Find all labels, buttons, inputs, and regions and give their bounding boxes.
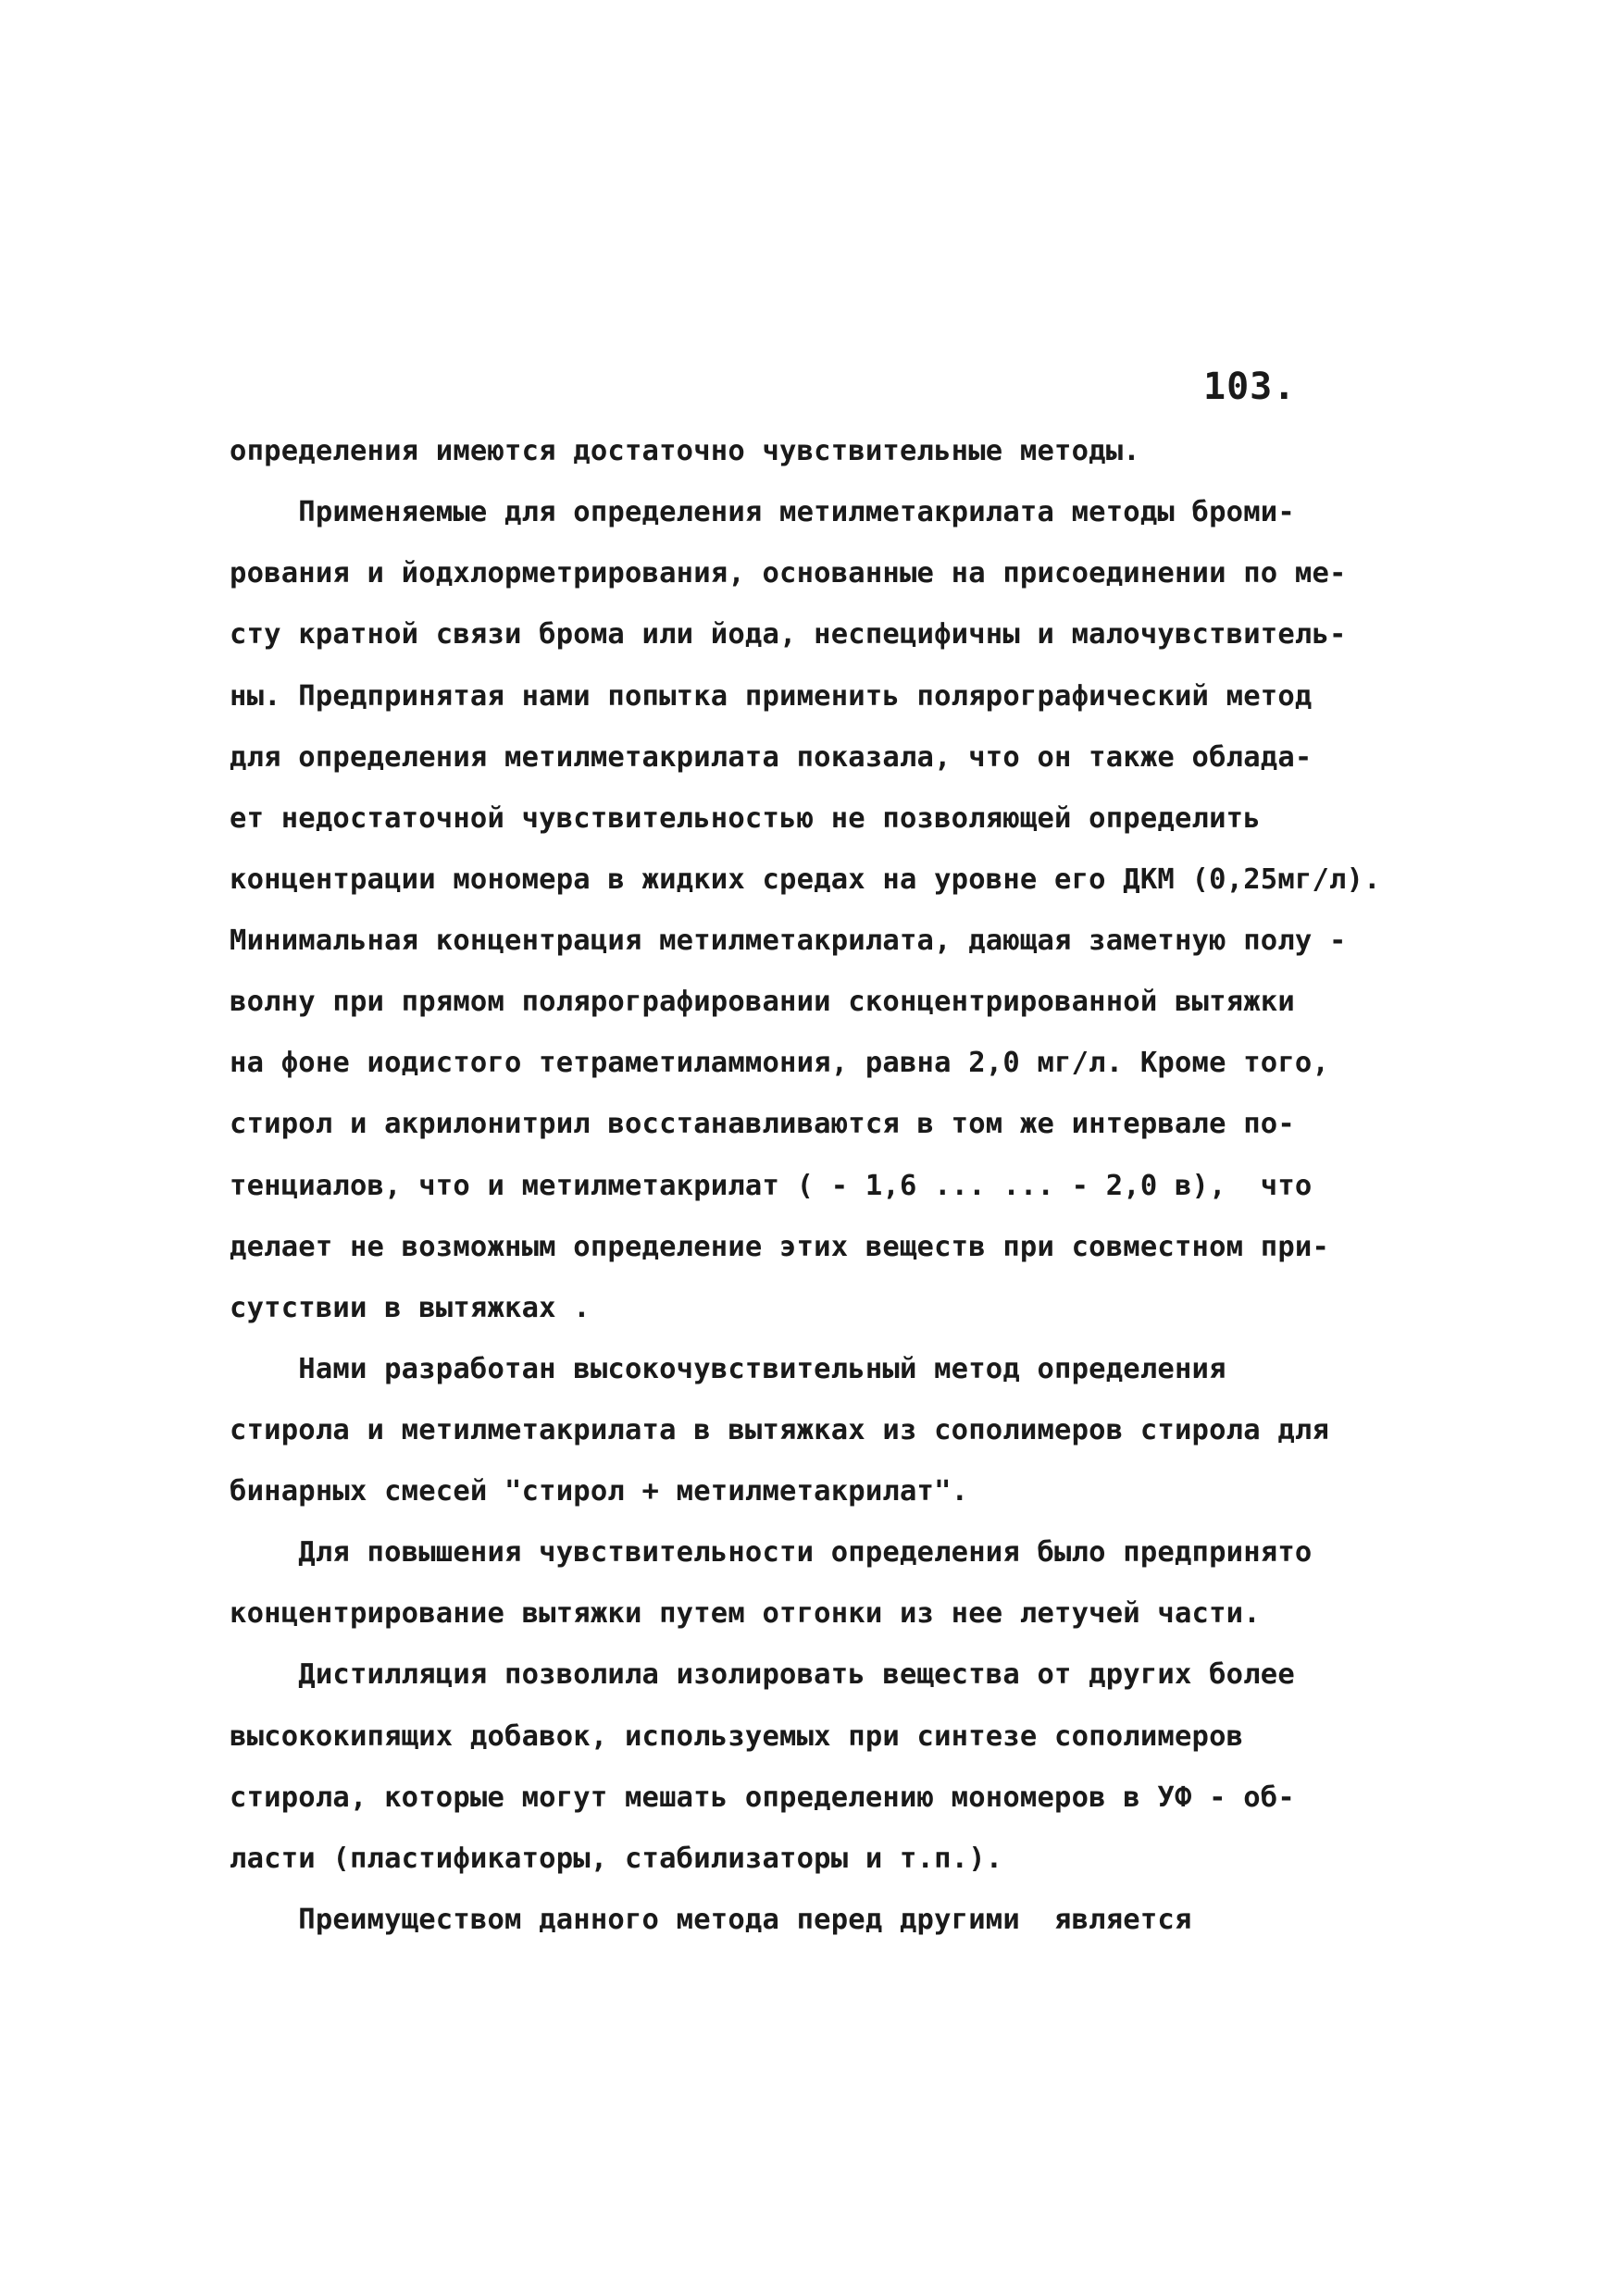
text-line: для определения метилметакрилата показала, что он также облада- bbox=[230, 741, 1313, 774]
text-line: на фоне иодистого тетраметиламмония, равна 2,0 мг/л. Кроме того, bbox=[230, 1047, 1330, 1079]
text-line: ет недостаточной чувствительностью не позволяющей определить bbox=[230, 802, 1261, 835]
text-line: стирола и метилметакрилата в вытяжках из сополимеров стирола для bbox=[230, 1414, 1330, 1446]
text-line: Применяемые для определения метилметакрилата методы броми- bbox=[230, 496, 1295, 528]
text-line: ны. Предпринятая нами попытка применить полярографический метод bbox=[230, 680, 1313, 713]
text-line: концентрации мономера в жидких средах на уровне его ДКМ (0,25мг/л). bbox=[230, 863, 1381, 896]
text-line: сту кратной связи брома или йода, неспецифичны и малочувствитель- bbox=[230, 618, 1347, 651]
text-line: Для повышения чувствительности определения было предпринято bbox=[230, 1536, 1313, 1569]
text-line: определения имеются достаточно чувствительные методы. bbox=[230, 435, 1140, 467]
text-line: Преимуществом данного метода перед другими является bbox=[230, 1904, 1192, 1936]
text-line: волну при прямом полярографировании сконцентрированной вытяжки bbox=[230, 986, 1295, 1018]
text-line: Дистилляция позволила изолировать вещества от других более bbox=[230, 1658, 1295, 1691]
page-number: 103. bbox=[1203, 366, 1297, 408]
text-line: ласти (пластификаторы, стабилизаторы и т.п.). bbox=[230, 1843, 1003, 1875]
text-line: стирола, которые могут мешать определению мономеров в УФ - об- bbox=[230, 1781, 1295, 1814]
text-line: высококипящих добавок, используемых при синтезе сополимеров bbox=[230, 1720, 1244, 1753]
text-line: делает не возможным определение этих веществ при совместном при- bbox=[230, 1231, 1330, 1263]
text-line: бинарных смесей "стирол + метилметакрилат". bbox=[230, 1475, 969, 1508]
text-line: стирол и акрилонитрил восстанавливаются в том же интервале по- bbox=[230, 1108, 1295, 1140]
text-line: тенциалов, что и метилметакрилат ( - 1,6 ... ... - 2,0 в), что bbox=[230, 1170, 1313, 1202]
text-line: сутствии в вытяжках . bbox=[230, 1292, 591, 1324]
text-line: концентрирование вытяжки путем отгонки из нее летучей части. bbox=[230, 1597, 1261, 1630]
text-line: рования и йодхлорметрирования, основанные на присоединении по ме- bbox=[230, 557, 1347, 590]
text-line: Минимальная концентрация метилметакрилата, дающая заметную полу - bbox=[230, 925, 1347, 957]
text-line: Нами разработан высокочувствительный метод определения bbox=[230, 1353, 1226, 1385]
